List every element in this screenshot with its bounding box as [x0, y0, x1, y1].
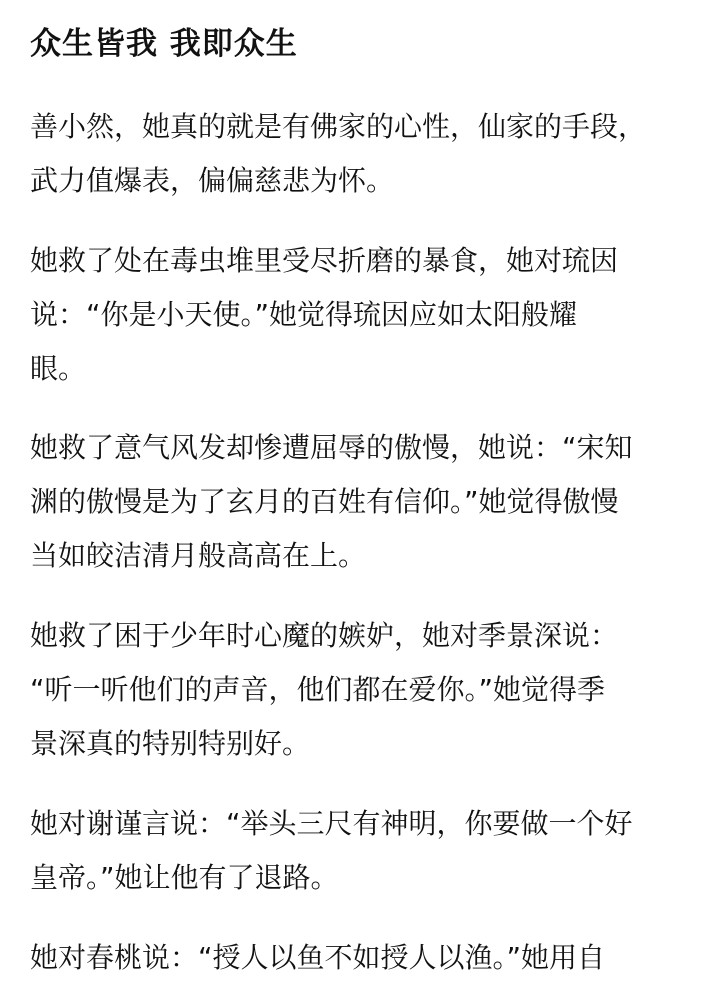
text-line: 说：“你是小天使。”她觉得琉因应如太阳般耀: [30, 298, 578, 331]
text-line: 善小然，她真的就是有佛家的心性，仙家的手段，: [30, 110, 647, 143]
paragraph-2: [30, 234, 680, 396]
text-line: 渊的傲慢是为了玄月的百姓有信仰。”她觉得傲慢: [30, 485, 619, 518]
paragraph-5: [30, 797, 680, 905]
text-line: 眼。: [30, 352, 87, 385]
text-line: “听一听他们的声音，他们都在爱你。”她觉得季: [30, 673, 606, 706]
page-title: 众生皆我 我即众生: [30, 26, 298, 62]
text-line: 她救了处在毒虫堆里受尽折磨的暴食，她对琉因: [30, 244, 619, 277]
paragraph-6: [30, 931, 680, 985]
text-line: 她救了困于少年时心魔的嫉妒，她对季景深说：: [30, 619, 619, 652]
text-line: 她对谢谨言说：“举头三尺有神明，你要做一个好: [30, 807, 633, 840]
paragraph-4: [30, 609, 680, 771]
text-line: 皇帝。”她让他有了退路。: [30, 861, 339, 894]
text-line: 武力值爆表，偏偏慈悲为怀。: [30, 164, 395, 197]
text-line: 当如皎洁清月般高高在上。: [30, 539, 367, 572]
paragraph-1: [30, 100, 680, 208]
text-line: 她对春桃说：“授人以鱼不如授人以渔。”她用自: [30, 941, 606, 974]
text-line: 景深真的特别特别好。: [30, 727, 311, 760]
text-line: 她救了意气风发却惨遭屈辱的傲慢，她说：“宋知: [30, 431, 633, 464]
paragraph-3: [30, 421, 680, 583]
